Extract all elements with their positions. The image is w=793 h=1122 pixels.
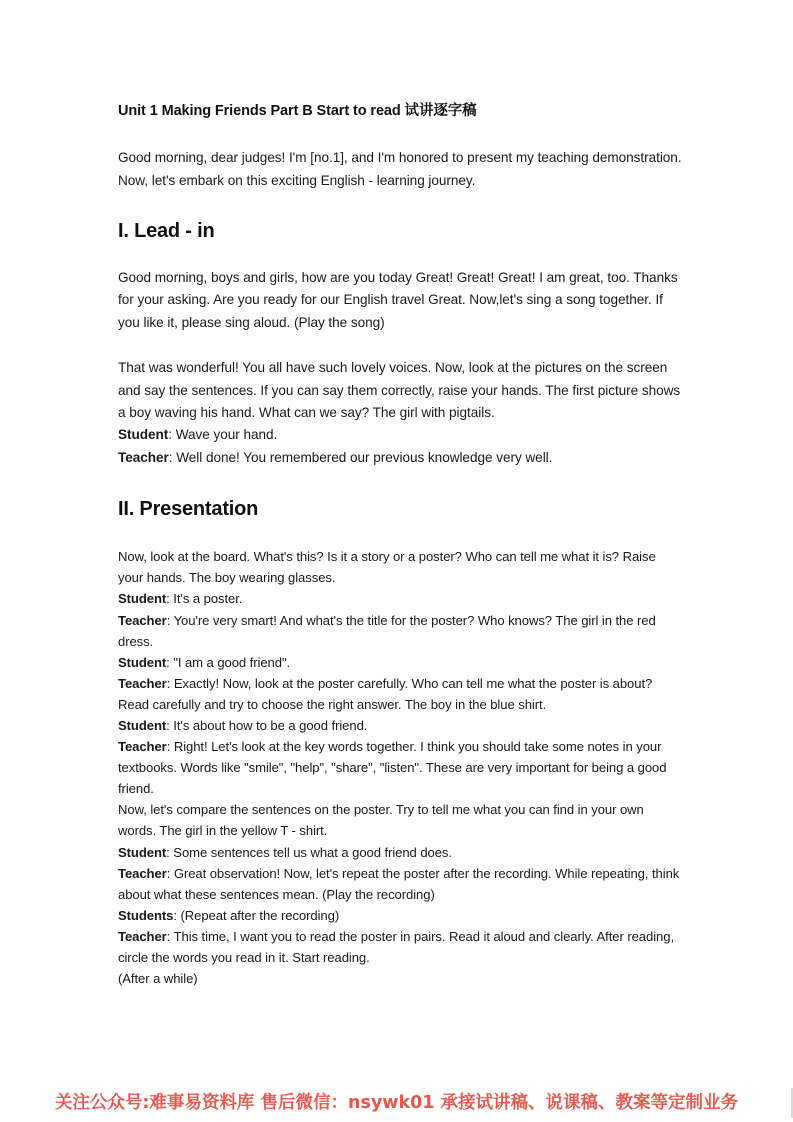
line-text: That was wonderful! You all have such lovely voices. Now, look at the pictures on the screen and say the sentences. If you can say them correctly, raise your hands. The first picture shows a boy waving his hand. What can we say? The girl with pigtails. [118, 360, 681, 421]
speaker-label: Students [118, 907, 174, 923]
speaker-label: Student [118, 654, 167, 670]
line-text: : It's about how to be a good friend. [166, 718, 368, 733]
dialogue-line [118, 357, 684, 424]
paragraph-block [118, 546, 684, 989]
section-heading-lead-in: I. Lead - in [118, 220, 215, 242]
speaker-label: Teacher [118, 675, 167, 691]
speaker-label: Teacher [118, 612, 167, 628]
document-content [118, 101, 684, 989]
line-text: Now, let's compare the sentences on the poster. Try to tell me what you can find in your own words. The girl in the yellow T - shirt. [118, 802, 644, 839]
line-text: Now, look at the board. What's this? Is it a story or a poster? Who can tell me what it is? Raise your hands. The boy wearing glasses. [118, 549, 656, 586]
speaker-label: Student [118, 591, 167, 607]
speaker-label: Student [118, 844, 167, 860]
paragraph-block [118, 357, 684, 469]
dialogue-line [118, 715, 684, 736]
document-title: Unit 1 Making Friends Part B Start to read 试讲逐字稿 [118, 103, 477, 119]
dialogue-line [118, 968, 684, 989]
line-text: : Well done! You remembered our previous knowledge very well. [168, 449, 553, 465]
paragraph-block [118, 267, 684, 334]
line-text: : "I am a good friend". [166, 654, 291, 670]
dialogue-line [118, 588, 684, 609]
dialogue-line [118, 673, 684, 715]
line-text: : It's a poster. [166, 591, 243, 607]
dialogue-line [118, 447, 684, 469]
line-text: Good morning, boys and girls, how are you today Great! Great! Great! I am great, too. Thanks for your asking. Are you ready for our English travel Great. Now,let's sing a song together. If you like it, please sing aloud. (Play the song) [118, 270, 678, 330]
promo-footer-text: 关注公众号:难事易资料库 售后微信：nsywk01 承接试讲稿、说课稿、教案等定制业务 [54, 1092, 739, 1113]
line-text: : You're very smart! And what's the title for the poster? Who knows? The girl in the red dress. [118, 612, 656, 649]
dialogue-line [118, 799, 684, 841]
line-text: (After a while) [118, 971, 198, 987]
intro-paragraph: Good morning, dear judges! I'm [no.1], and I'm honored to present my teaching demonstration. Now, let's embark on this exciting English - learning journey. [118, 150, 682, 188]
line-text: : This time, I want you to read the poster in pairs. Read it aloud and clearly. After reading, circle the words you read in it. Start reading. [118, 928, 674, 966]
line-text: : Right! Let's look at the key words together. I think you should take some notes in your textbooks. Words like "smile", "help", "share", "listen". These are very important for being a good friend. [118, 739, 667, 797]
speaker-label: Student [118, 718, 167, 733]
dialogue-line [118, 905, 684, 926]
dialogue-line [118, 267, 684, 334]
promo-footer-banner [0, 1083, 793, 1122]
line-text: : Wave your hand. [168, 427, 278, 443]
dialogue-line [118, 546, 684, 588]
speaker-label: Teacher [118, 928, 167, 944]
dialogue-line [118, 842, 684, 863]
line-text: : (Repeat after the recording) [173, 907, 340, 923]
speaker-label: Teacher [118, 739, 167, 755]
dialogue-line [118, 610, 684, 652]
dialogue-line [118, 863, 684, 905]
dialogue-line [118, 736, 684, 799]
speaker-label: Teacher [118, 449, 169, 465]
line-text: : Exactly! Now, look at the poster carefully. Who can tell me what the poster is about? Read carefully and try to choose the right answer. The boy in the blue shirt. [118, 675, 653, 712]
speaker-label: Student [118, 427, 169, 443]
dialogue-line [118, 424, 684, 446]
line-text: : Some sentences tell us what a good friend does. [166, 844, 452, 860]
speaker-label: Teacher [118, 865, 167, 881]
line-text: : Great observation! Now, let's repeat the poster after the recording. While repeating, think about what these sentences mean. (Play the recording) [118, 865, 680, 902]
dialogue-line [118, 652, 684, 673]
dialogue-line [118, 926, 684, 968]
section-heading-presentation: II. Presentation [118, 498, 259, 521]
